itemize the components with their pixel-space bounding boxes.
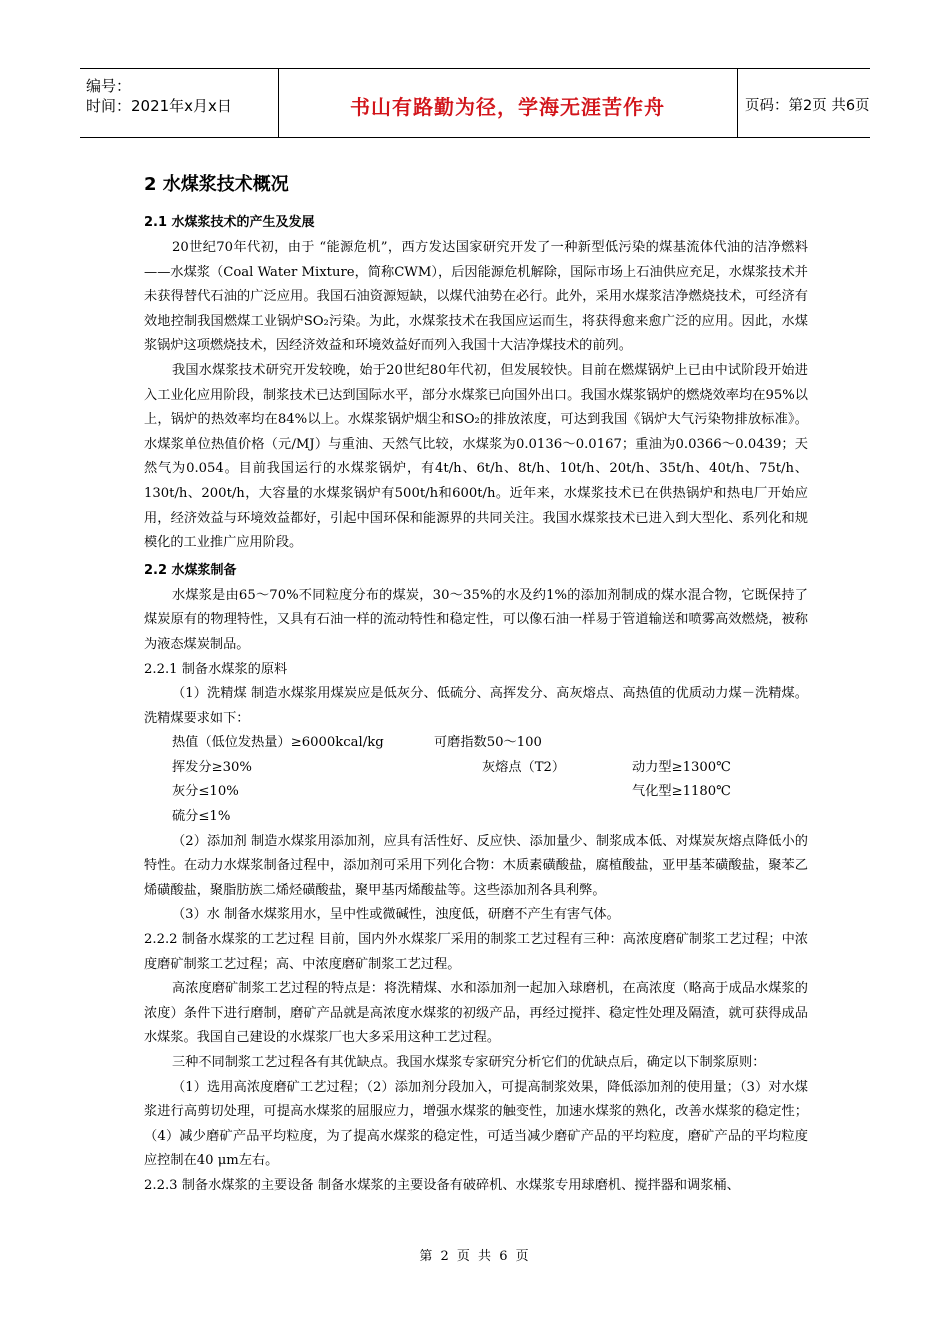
paragraph: 2.2.2 制备水煤浆的工艺过程 目前，国内外水煤浆厂采用的制浆工艺过程有三种：高浓度磨矿制浆工艺过程；中浓度磨矿制浆工艺过程；高、中浓度磨矿制浆工艺过程。 xyxy=(144,932,808,972)
spec-row xyxy=(144,731,808,756)
spec-cell: 挥发分≥30% xyxy=(172,759,252,775)
spec-cell: 动力型≥1300℃ xyxy=(632,759,731,775)
header-page-cell xyxy=(737,69,870,137)
heading-2-2-1: 2.2.1 制备水煤浆的原料 xyxy=(144,661,288,677)
list-item: （3）水 制备水煤浆用水，呈中性或微碱性，浊度低，研磨不产生有害气体。 xyxy=(172,907,620,923)
motto-text: 书山有路勤为径，学海无涯苦作舟 xyxy=(350,95,665,119)
paragraph: 20世纪70年代初，由于 “能源危机”，西方发达国家研究开发了一种新型低污染的煤基流体代油的洁净燃料——水煤浆（Coal Water Mixture，简称CWM），后因能源危机解除，国际市场上石油供应充足，水煤浆技术并未获得替代石油的广泛应用。我国石油资源短缺，以煤代油势在必行。此外，采用水煤浆洁净燃烧技术，可经济有效地控制我国燃煤工业锅炉SO₂污染。为此，水煤浆技术在我国应运而生，将获得愈来愈广泛的应用。因此，水煤浆锅炉这项燃烧技术，因经济效益和环境效益好而列入我国十大洁净煤技术的前列。 xyxy=(144,240,808,354)
spec-cell: 气化型≥1180℃ xyxy=(632,784,731,800)
spec-cell: 热值（低位发热量）≥6000kcal/kg xyxy=(172,735,384,751)
time-label: 时间：2021年x月x日 xyxy=(86,97,232,115)
spec-row xyxy=(144,780,808,805)
page-info: 页码：第2页 共6页 xyxy=(745,98,870,114)
paragraph: 高浓度磨矿制浆工艺过程的特点是：将洗精煤、水和添加剂一起加入球磨机，在高浓度（略高于成品水煤浆的浓度）条件下进行磨制，磨矿产品就是高浓度水煤浆的初级产品，再经过搅拌、稳定性处理及隔渣，就可获得成品水煤浆。我国自己建设的水煤浆厂也大多采用这种工艺过程。 xyxy=(144,981,808,1046)
document-body xyxy=(144,170,808,1199)
heading-2-2: 2.2 水煤浆制备 xyxy=(144,562,237,578)
page-footer: 第 2 页 共 6 页 xyxy=(419,1249,531,1264)
list-item: （2）添加剂 制造水煤浆用添加剂，应具有活性好、反应快、添加量少、制浆成本低、对煤炭灰熔点降低小的特性。在动力水煤浆制备过程中，添加剂可采用下列化合物：木质素磺酸盐，腐植酸盐，亚甲基苯磺酸盐，聚苯乙烯磺酸盐，聚脂肪族二烯烃磺酸盐，聚甲基丙烯酸盐等。这些添加剂各具利弊。 xyxy=(144,833,808,898)
paragraph: 三种不同制浆工艺过程各有其优缺点。我国水煤浆专家研究分析它们的优缺点后，确定以下制浆原则： xyxy=(172,1055,766,1070)
header-left-cell xyxy=(80,69,279,137)
spec-cell: 灰熔点（T2） xyxy=(482,759,566,775)
paragraph: 2.2.3 制备水煤浆的主要设备 制备水煤浆的主要设备有破碎机、水煤浆专用球磨机、搅拌器和调浆桶、 xyxy=(144,1177,740,1193)
paragraph: 我国水煤浆技术研究开发较晚，始于20世纪80年代初，但发展较快。目前在燃煤锅炉上已由中试阶段开始进入工业化应用阶段，制浆技术已达到国际水平，部分水煤浆已向国外出口。我国水煤浆锅炉的燃烧效率均在95%以上，锅炉的热效率均在84%以上。水煤浆锅炉烟尘和SO₂的排放浓度，可达到我国《锅炉大气污染物排放标准》。水煤浆单位热值价格（元/MJ）与重油、天然气比较，水煤浆为0.0136～0.0167；重油为0.0366～0.0439；天然气为0.054。目前我国运行的水煤浆锅炉，有4t/h、6t/h、8t/h、10t/h、20t/h、35t/h、40t/h、75t/h、130t/h、200t/h，大容量的水煤浆锅炉有500t/h和600t/h。近年来，水煤浆技术已在供热锅炉和热电厂开始应用，经济效益与环境效益都好，引起中国环保和能源界的共同关注。我国水煤浆技术已进入到大型化、系列化和规模化的工业推广应用阶段。 xyxy=(144,362,808,551)
number-label: 编号： xyxy=(86,77,132,95)
paragraph: （1）选用高浓度磨矿工艺过程；（2）添加剂分段加入，可提高制浆效果，降低添加剂的使用量；（3）对水煤浆进行高剪切处理，可提高水煤浆的屈服应力，增强水煤浆的触变性，加速水煤浆的熟化，改善水煤浆的稳定性；（4）减少磨矿产品平均粒度，为了提高水煤浆的稳定性，可适当减少磨矿产品的平均粒度，磨矿产品的平均粒度应控制在40 μm左右。 xyxy=(144,1079,808,1169)
page-header xyxy=(80,68,870,138)
spec-row xyxy=(144,756,808,781)
spec-cell: 可磨指数50～100 xyxy=(434,735,542,751)
section-title: 2 水煤浆技术概况 xyxy=(144,174,289,195)
spec-cell: 灰分≤10% xyxy=(172,784,239,800)
list-item: （1）洗精煤 制造水煤浆用煤炭应是低灰分、低硫分、高挥发分、高灰熔点、高热值的优质动力煤－洗精煤。洗精煤要求如下： xyxy=(144,686,808,726)
heading-2-1: 2.1 水煤浆技术的产生及发展 xyxy=(144,215,315,230)
spec-cell: 硫分≤1% xyxy=(172,809,231,825)
paragraph: 水煤浆是由65～70%不同粒度分布的煤炭，30～35%的水及约1%的添加剂制成的煤水混合物，它既保持了煤炭原有的物理特性，又具有石油一样的流动特性和稳定性，可以像石油一样易于管道输送和喷雾高效燃烧，被称为液态煤炭制品。 xyxy=(144,587,808,652)
spec-row xyxy=(144,805,808,830)
header-motto-cell xyxy=(278,69,738,137)
